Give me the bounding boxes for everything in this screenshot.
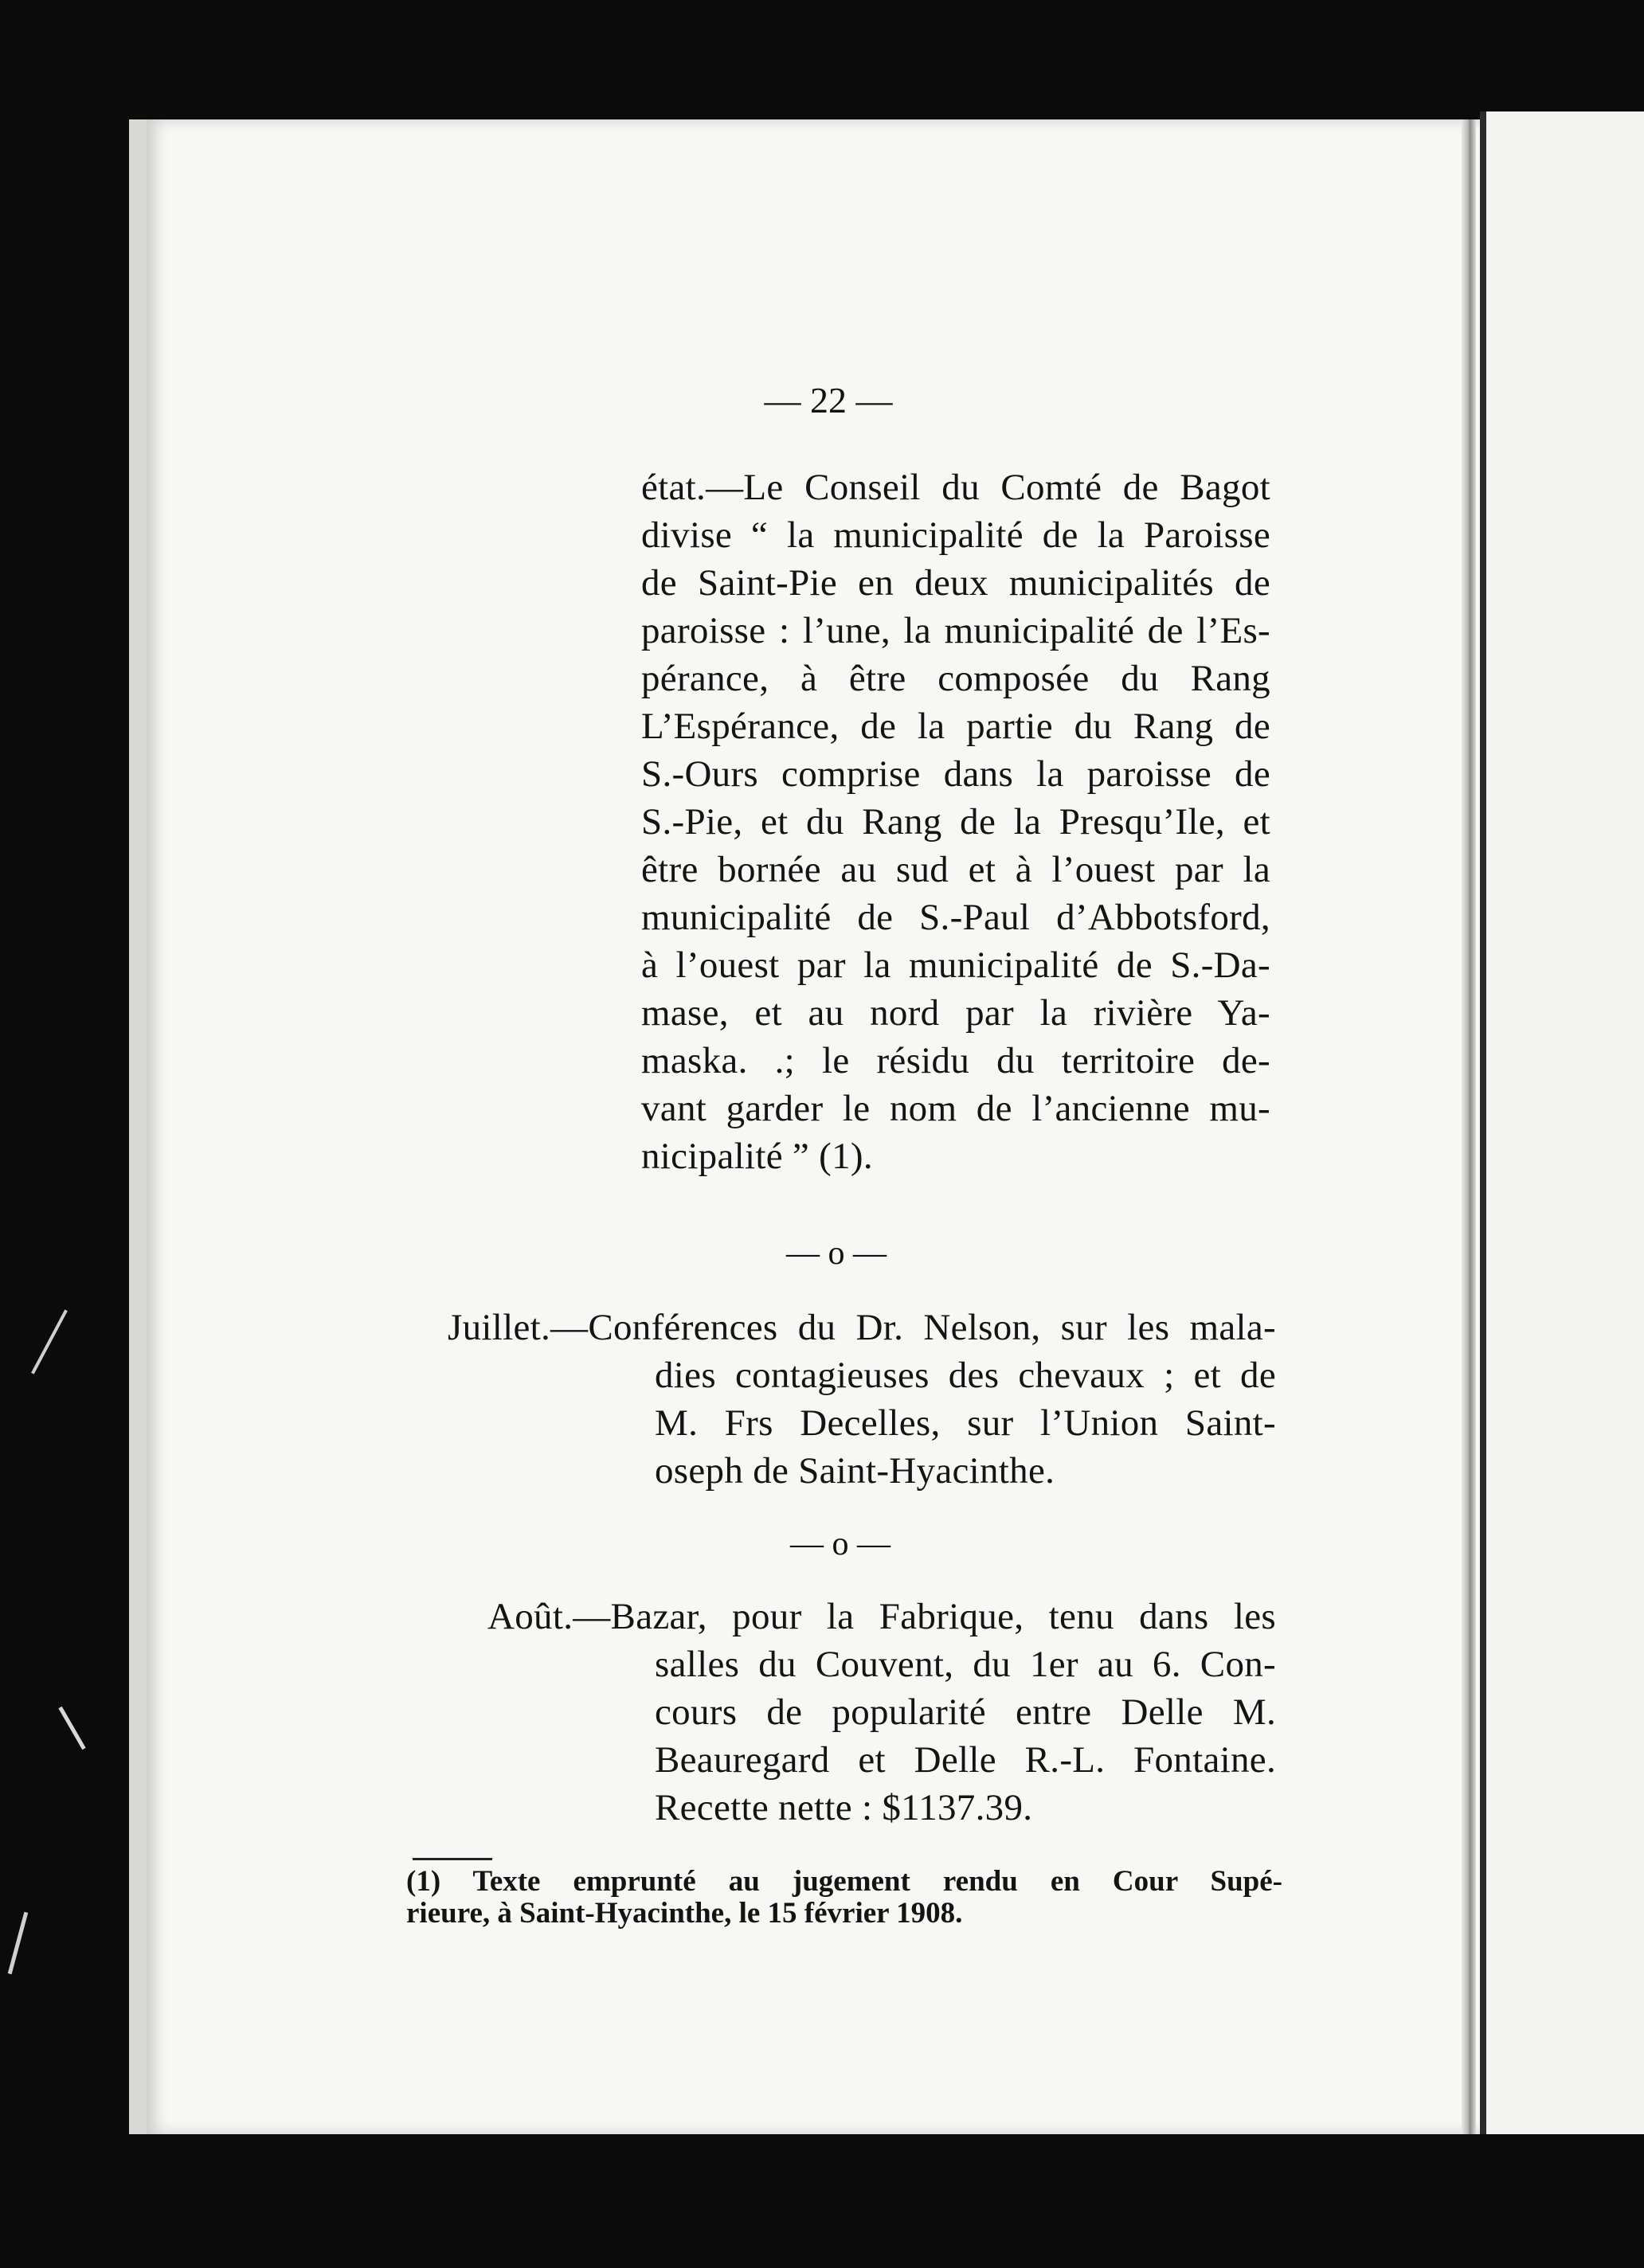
text-line: S.-Pie, et du Rang de la Presqu’Ile, et (641, 801, 1270, 843)
section-separator: — o — (786, 1235, 887, 1272)
text-line: de Saint-Pie en deux municipalités de (641, 562, 1270, 604)
entry-juillet (448, 1304, 1276, 1495)
entry-first-line: Août.—Bazar, pour la Fabrique, tenu dans les (487, 1596, 1276, 1637)
scratch-mark (58, 1707, 85, 1750)
entry-first-line: Juillet.—Conférences du Dr. Nelson, sur les mala- (448, 1307, 1276, 1348)
text-line: mase, et au nord par la rivière Ya- (641, 992, 1270, 1034)
entry-line: cours de popularité entre Delle M. (655, 1691, 1276, 1733)
scratch-mark (8, 1912, 29, 1975)
book-page-right (1480, 111, 1644, 2134)
section-separator: — o — (790, 1526, 890, 1562)
text-line: S.-Ours comprise dans la paroisse de (641, 753, 1270, 795)
paragraph-etat (641, 463, 1270, 1180)
entry-aout (487, 1593, 1276, 1832)
text-line: paroisse : l’une, la municipalité de l’Es- (641, 610, 1270, 651)
page-gutter (1462, 119, 1476, 2134)
text-line: vant garder le nom de l’ancienne mu- (641, 1088, 1270, 1129)
text-line: L’Espérance, de la partie du Rang de (641, 706, 1270, 747)
text-line: à l’ouest par la municipalité de S.-Da- (641, 944, 1270, 986)
text-line: état.—Le Conseil du Comté de Bagot (641, 467, 1270, 508)
entry-line: Beauregard et Delle R.-L. Fontaine. (655, 1739, 1276, 1781)
entry-line: M. Frs Decelles, sur l’Union Saint- (655, 1402, 1276, 1444)
footnote-line: (1) Texte emprunté au jugement rendu en Cour Supé- (406, 1865, 1282, 1898)
footnote-rule (413, 1858, 492, 1860)
text-line: nicipalité ” (1). (641, 1136, 873, 1177)
entry-line: salles du Couvent, du 1er au 6. Con- (655, 1644, 1276, 1685)
footnote (406, 1866, 1282, 1930)
scratch-mark (31, 1309, 68, 1374)
page-number: — 22 — (764, 380, 893, 420)
footnote-line: rieure, à Saint-Hyacinthe, le 15 février 1908. (406, 1897, 963, 1930)
text-line: être bornée au sud et à l’ouest par la (641, 849, 1270, 890)
entry-line: Recette nette : $1137.39. (655, 1787, 1033, 1828)
text-line: maska. .; le résidu du territoire de- (641, 1040, 1270, 1081)
text-line: pérance, à être composée du Rang (641, 658, 1270, 699)
text-line: divise “ la municipalité de la Paroisse (641, 514, 1270, 556)
text-line: municipalité de S.-Paul d’Abbotsford, (641, 897, 1270, 938)
entry-line: oseph de Saint-Hyacinthe. (655, 1450, 1055, 1492)
entry-line: dies contagieuses des chevaux ; et de (655, 1355, 1276, 1396)
